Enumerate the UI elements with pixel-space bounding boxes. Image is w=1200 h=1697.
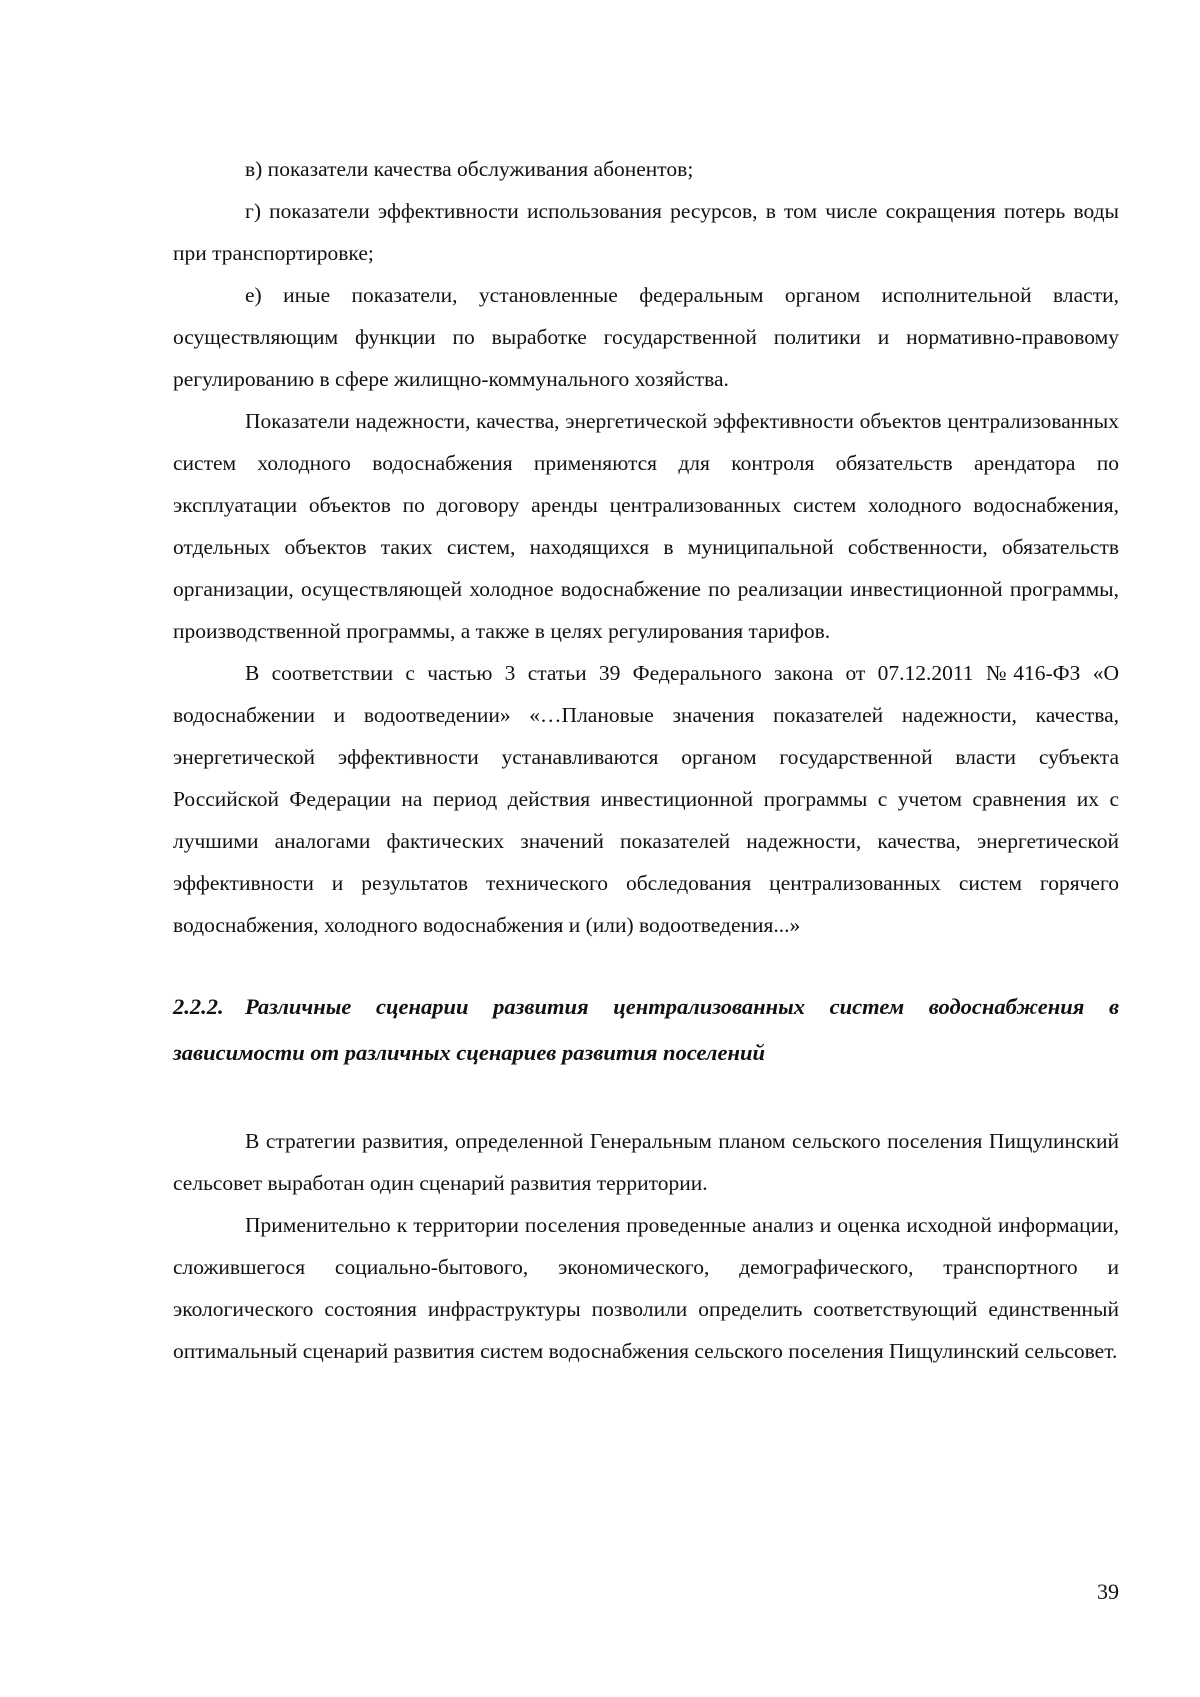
paragraph-strategy: В стратегии развития, определенной Генеральным планом сельского поселения Пищулинский сельсовет выработан один сценарий развития территории.: [173, 1129, 1119, 1195]
paragraph-indicators: Показатели надежности, качества, энергетической эффективности объектов централизованных систем холодного водоснабжения применяются для контроля обязательств арендатора по эксплуатации объектов по договору аренды централизованных систем холодного водоснабжения, отдельных объектов таких систем, находящихся в муниципальной собственности, обязательств организации, осуществляющей холодное водоснабжение по реализации инвестиционной программы, производственной программы, а также в целях регулирования тарифов.: [173, 409, 1119, 643]
paragraph-item-v: в) показатели качества обслуживания абонентов;: [245, 157, 694, 181]
paragraph-scenario: Применительно к территории поселения проведенные анализ и оценка исходной информации, сложившегося социально-бытового, экономического, демографического, транспортного и экологического состояния инфраструктуры позволили определить соответствующий единственный оптимальный сценарий развития систем водоснабжения сельского поселения Пищулинский сельсовет.: [173, 1213, 1119, 1363]
paragraph-item-e: е) иные показатели, установленные федеральным органом исполнительной власти, осуществляющим функции по выработке государственной политики и нормативно-правовому регулированию в сфере жилищно-коммунального хозяйства.: [173, 283, 1119, 391]
page-number: 39: [1097, 1579, 1119, 1604]
section-title: Различные сценарии развития централизованных систем водоснабжения в зависимости от различных сценариев развития поселений: [173, 994, 1119, 1065]
page-content: [173, 148, 1119, 1372]
section-number: 2.2.2.: [173, 994, 224, 1019]
paragraph-federal-law: В соответствии с частью 3 статьи 39 Федерального закона от 07.12.2011 №416-ФЗ «О водоснабжении и водоотведении» «…Плановые значения показателей надежности, качества, энергетической эффективности устанавливаются органом государственной власти субъекта Российской Федерации на период действия инвестиционной программы с учетом сравнения их с лучшими аналогами фактических значений показателей надежности, качества, энергетической эффективности и результатов технического обследования централизованных систем горячего водоснабжения, холодного водоснабжения и (или) водоотведения...»: [173, 661, 1119, 937]
section-heading: [173, 984, 1119, 1076]
paragraph-item-g: г) показатели эффективности использования ресурсов, в том числе сокращения потерь воды при транспортировке;: [173, 199, 1119, 265]
